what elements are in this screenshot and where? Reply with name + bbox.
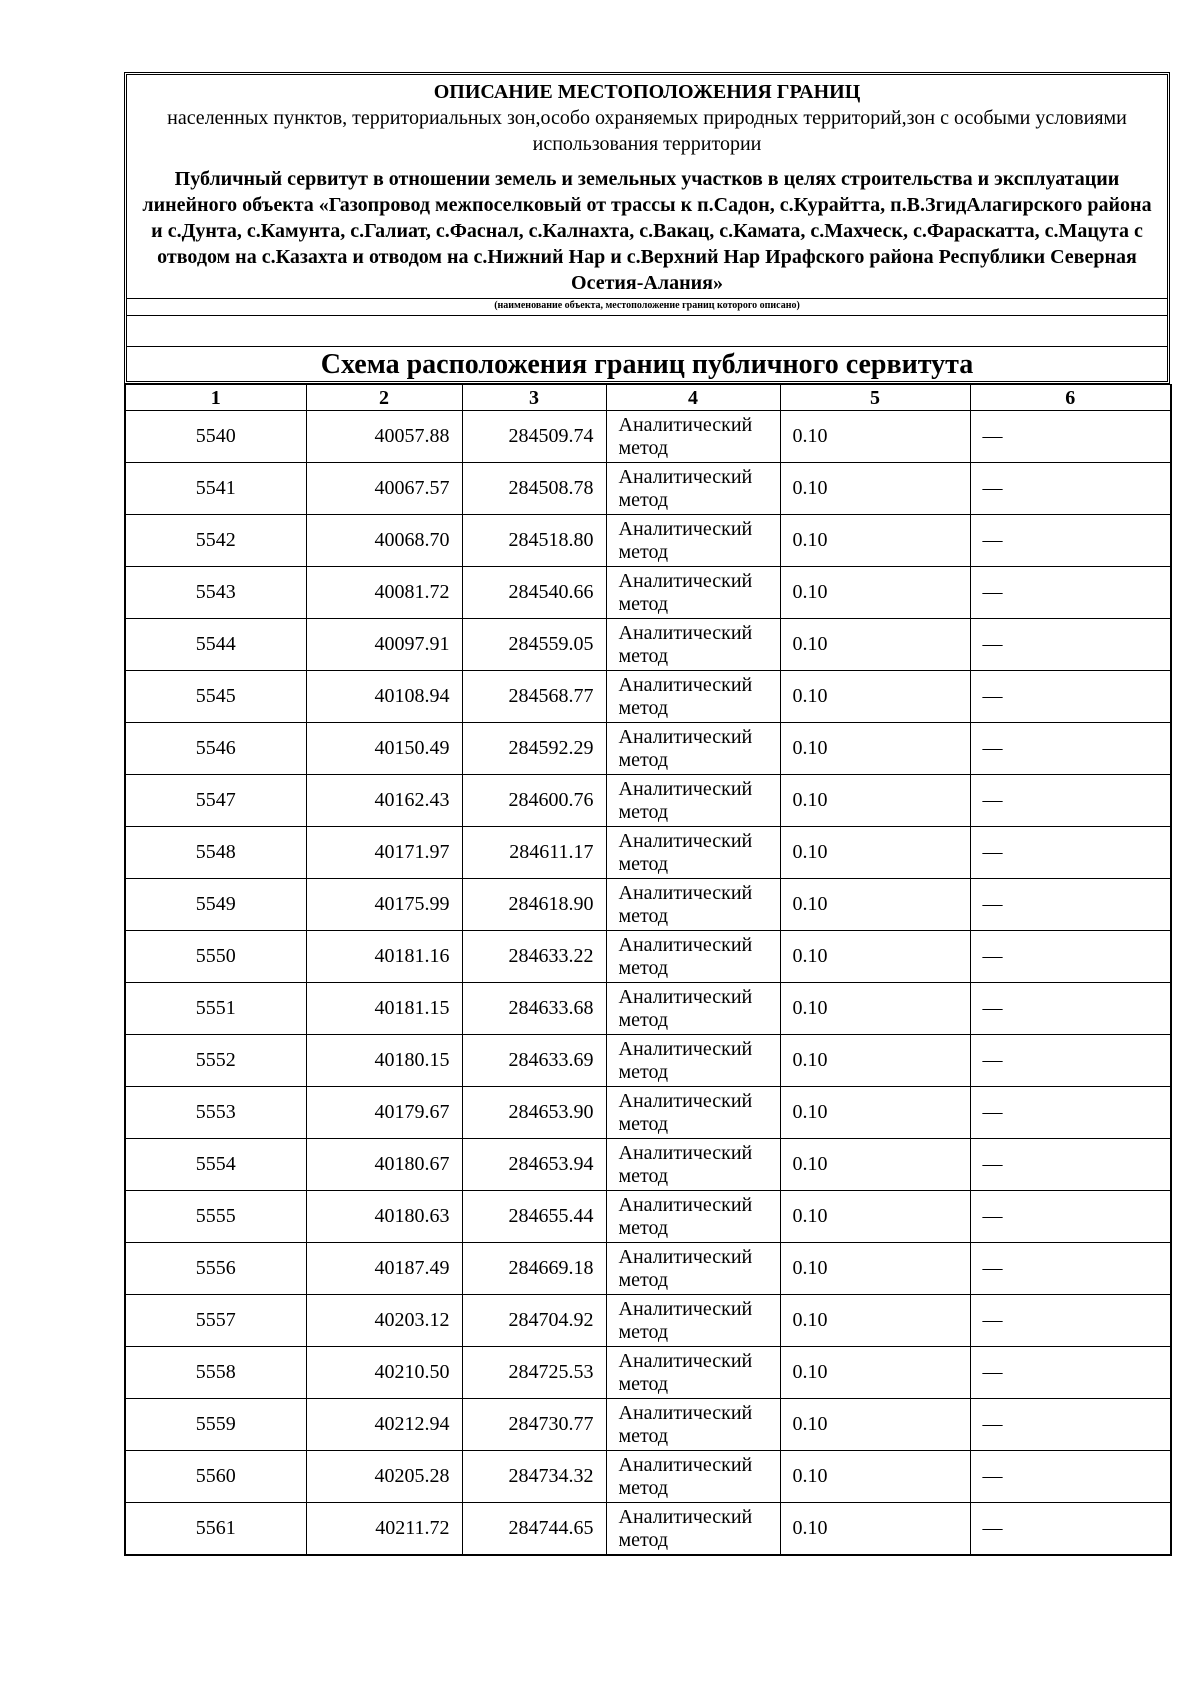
document-sheet <box>124 72 1170 1556</box>
accuracy-cell: 0.10 <box>780 567 970 619</box>
blank-row <box>127 315 1167 346</box>
method-cell: Аналитический метод <box>606 1295 780 1347</box>
description-cell: — <box>970 775 1171 827</box>
point-number-cell: 5556 <box>125 1243 306 1295</box>
y-coordinate-cell: 284655.44 <box>462 1191 606 1243</box>
y-coordinate-cell: 284744.65 <box>462 1503 606 1556</box>
method-cell: Аналитический метод <box>606 723 780 775</box>
description-cell: — <box>970 567 1171 619</box>
accuracy-cell: 0.10 <box>780 1295 970 1347</box>
x-coordinate-cell: 40108.94 <box>306 671 462 723</box>
accuracy-cell: 0.10 <box>780 1139 970 1191</box>
point-number-cell: 5545 <box>125 671 306 723</box>
accuracy-cell: 0.10 <box>780 671 970 723</box>
description-cell: — <box>970 1191 1171 1243</box>
method-cell: Аналитический метод <box>606 515 780 567</box>
description-cell: — <box>970 1451 1171 1503</box>
method-cell: Аналитический метод <box>606 671 780 723</box>
table-row <box>125 775 1171 827</box>
x-coordinate-cell: 40179.67 <box>306 1087 462 1139</box>
accuracy-cell: 0.10 <box>780 1399 970 1451</box>
description-cell: — <box>970 1139 1171 1191</box>
description-cell: — <box>970 515 1171 567</box>
object-caption: (наименование объекта, местоположение границ которого описано) <box>127 298 1167 315</box>
column-header: 2 <box>306 385 462 411</box>
accuracy-cell: 0.10 <box>780 1503 970 1556</box>
y-coordinate-cell: 284568.77 <box>462 671 606 723</box>
accuracy-cell: 0.10 <box>780 1347 970 1399</box>
document-subtitle: населенных пунктов, территориальных зон,особо охраняемых природных территорий,зон с особыми условиями использования территории <box>167 107 1127 155</box>
description-cell: — <box>970 1347 1171 1399</box>
method-cell: Аналитический метод <box>606 827 780 879</box>
description-cell: — <box>970 671 1171 723</box>
x-coordinate-cell: 40180.15 <box>306 1035 462 1087</box>
accuracy-cell: 0.10 <box>780 1035 970 1087</box>
y-coordinate-cell: 284730.77 <box>462 1399 606 1451</box>
point-number-cell: 5547 <box>125 775 306 827</box>
x-coordinate-cell: 40175.99 <box>306 879 462 931</box>
y-coordinate-cell: 284725.53 <box>462 1347 606 1399</box>
coordinates-table <box>124 384 1172 1556</box>
description-cell: — <box>970 1503 1171 1556</box>
table-row <box>125 723 1171 775</box>
table-row <box>125 411 1171 463</box>
method-cell: Аналитический метод <box>606 931 780 983</box>
description-cell: — <box>970 463 1171 515</box>
method-cell: Аналитический метод <box>606 1139 780 1191</box>
accuracy-cell: 0.10 <box>780 463 970 515</box>
accuracy-cell: 0.10 <box>780 827 970 879</box>
column-header: 3 <box>462 385 606 411</box>
header-text <box>127 75 1167 298</box>
accuracy-cell: 0.10 <box>780 983 970 1035</box>
point-number-cell: 5549 <box>125 879 306 931</box>
object-name: Публичный сервитут в отношении земель и земельных участков в целях строительства и эксплуатации линейного объекта «Газопровод межпоселковый от трассы к п.Садон, с.Курайтта, п.В.ЗгидАлагирского района и с.Дунта, с.Камунта, с.Галиат, с.Фаснал, с.Калнахта, с.Вакац, с.Камата, с.Махческ, с.Фараскатта, с.Мацута с отводом на с.Казахта и отводом на с.Нижний Нар и с.Верхний Нар Ирафского района Республики Северная Осетия-Алания» <box>142 168 1152 294</box>
y-coordinate-cell: 284704.92 <box>462 1295 606 1347</box>
accuracy-cell: 0.10 <box>780 1087 970 1139</box>
y-coordinate-cell: 284600.76 <box>462 775 606 827</box>
description-cell: — <box>970 723 1171 775</box>
y-coordinate-cell: 284669.18 <box>462 1243 606 1295</box>
x-coordinate-cell: 40097.91 <box>306 619 462 671</box>
accuracy-cell: 0.10 <box>780 775 970 827</box>
method-cell: Аналитический метод <box>606 411 780 463</box>
y-coordinate-cell: 284592.29 <box>462 723 606 775</box>
description-cell: — <box>970 411 1171 463</box>
method-cell: Аналитический метод <box>606 1503 780 1556</box>
point-number-cell: 5553 <box>125 1087 306 1139</box>
table-row <box>125 1399 1171 1451</box>
table-row <box>125 983 1171 1035</box>
x-coordinate-cell: 40057.88 <box>306 411 462 463</box>
point-number-cell: 5548 <box>125 827 306 879</box>
table-row <box>125 1191 1171 1243</box>
header-box <box>124 72 1170 384</box>
y-coordinate-cell: 284633.68 <box>462 983 606 1035</box>
point-number-cell: 5552 <box>125 1035 306 1087</box>
table-row <box>125 1295 1171 1347</box>
table-row <box>125 931 1171 983</box>
document-title: ОПИСАНИЕ МЕСТОПОЛОЖЕНИЯ ГРАНИЦ <box>433 81 861 103</box>
method-cell: Аналитический метод <box>606 1243 780 1295</box>
accuracy-cell: 0.10 <box>780 515 970 567</box>
method-cell: Аналитический метод <box>606 879 780 931</box>
table-row <box>125 1243 1171 1295</box>
column-header: 1 <box>125 385 306 411</box>
column-header: 4 <box>606 385 780 411</box>
point-number-cell: 5559 <box>125 1399 306 1451</box>
point-number-cell: 5540 <box>125 411 306 463</box>
accuracy-cell: 0.10 <box>780 879 970 931</box>
point-number-cell: 5555 <box>125 1191 306 1243</box>
method-cell: Аналитический метод <box>606 1191 780 1243</box>
method-cell: Аналитический метод <box>606 619 780 671</box>
x-coordinate-cell: 40180.63 <box>306 1191 462 1243</box>
description-cell: — <box>970 1035 1171 1087</box>
x-coordinate-cell: 40205.28 <box>306 1451 462 1503</box>
table-row <box>125 1139 1171 1191</box>
table-row <box>125 879 1171 931</box>
method-cell: Аналитический метод <box>606 775 780 827</box>
point-number-cell: 5543 <box>125 567 306 619</box>
method-cell: Аналитический метод <box>606 567 780 619</box>
table-row <box>125 463 1171 515</box>
method-cell: Аналитический метод <box>606 1399 780 1451</box>
description-cell: — <box>970 1243 1171 1295</box>
description-cell: — <box>970 931 1171 983</box>
point-number-cell: 5558 <box>125 1347 306 1399</box>
accuracy-cell: 0.10 <box>780 1243 970 1295</box>
table-row <box>125 1347 1171 1399</box>
method-cell: Аналитический метод <box>606 1087 780 1139</box>
table-row <box>125 1503 1171 1556</box>
y-coordinate-cell: 284540.66 <box>462 567 606 619</box>
point-number-cell: 5560 <box>125 1451 306 1503</box>
x-coordinate-cell: 40180.67 <box>306 1139 462 1191</box>
method-cell: Аналитический метод <box>606 1451 780 1503</box>
accuracy-cell: 0.10 <box>780 1191 970 1243</box>
y-coordinate-cell: 284633.22 <box>462 931 606 983</box>
point-number-cell: 5546 <box>125 723 306 775</box>
y-coordinate-cell: 284653.94 <box>462 1139 606 1191</box>
description-cell: — <box>970 827 1171 879</box>
point-number-cell: 5550 <box>125 931 306 983</box>
table-row <box>125 515 1171 567</box>
y-coordinate-cell: 284618.90 <box>462 879 606 931</box>
table-body <box>125 411 1171 1556</box>
schema-title: Схема расположения границ публичного сервитута <box>127 346 1167 381</box>
x-coordinate-cell: 40068.70 <box>306 515 462 567</box>
x-coordinate-cell: 40067.57 <box>306 463 462 515</box>
table-row <box>125 1087 1171 1139</box>
table-row <box>125 827 1171 879</box>
description-cell: — <box>970 983 1171 1035</box>
description-cell: — <box>970 879 1171 931</box>
accuracy-cell: 0.10 <box>780 619 970 671</box>
x-coordinate-cell: 40187.49 <box>306 1243 462 1295</box>
description-cell: — <box>970 1295 1171 1347</box>
x-coordinate-cell: 40150.49 <box>306 723 462 775</box>
x-coordinate-cell: 40211.72 <box>306 1503 462 1556</box>
table-row <box>125 1451 1171 1503</box>
table-row <box>125 567 1171 619</box>
x-coordinate-cell: 40162.43 <box>306 775 462 827</box>
y-coordinate-cell: 284518.80 <box>462 515 606 567</box>
column-header: 5 <box>780 385 970 411</box>
table-row <box>125 671 1171 723</box>
x-coordinate-cell: 40181.15 <box>306 983 462 1035</box>
method-cell: Аналитический метод <box>606 1347 780 1399</box>
x-coordinate-cell: 40210.50 <box>306 1347 462 1399</box>
accuracy-cell: 0.10 <box>780 411 970 463</box>
x-coordinate-cell: 40171.97 <box>306 827 462 879</box>
point-number-cell: 5544 <box>125 619 306 671</box>
table-row <box>125 619 1171 671</box>
y-coordinate-cell: 284509.74 <box>462 411 606 463</box>
method-cell: Аналитический метод <box>606 983 780 1035</box>
description-cell: — <box>970 1087 1171 1139</box>
x-coordinate-cell: 40203.12 <box>306 1295 462 1347</box>
column-header: 6 <box>970 385 1171 411</box>
point-number-cell: 5551 <box>125 983 306 1035</box>
method-cell: Аналитический метод <box>606 1035 780 1087</box>
y-coordinate-cell: 284508.78 <box>462 463 606 515</box>
table-header-row <box>125 385 1171 411</box>
accuracy-cell: 0.10 <box>780 931 970 983</box>
x-coordinate-cell: 40212.94 <box>306 1399 462 1451</box>
y-coordinate-cell: 284611.17 <box>462 827 606 879</box>
accuracy-cell: 0.10 <box>780 1451 970 1503</box>
x-coordinate-cell: 40181.16 <box>306 931 462 983</box>
y-coordinate-cell: 284734.32 <box>462 1451 606 1503</box>
point-number-cell: 5541 <box>125 463 306 515</box>
y-coordinate-cell: 284559.05 <box>462 619 606 671</box>
y-coordinate-cell: 284633.69 <box>462 1035 606 1087</box>
point-number-cell: 5561 <box>125 1503 306 1556</box>
table-row <box>125 1035 1171 1087</box>
point-number-cell: 5542 <box>125 515 306 567</box>
point-number-cell: 5554 <box>125 1139 306 1191</box>
method-cell: Аналитический метод <box>606 463 780 515</box>
x-coordinate-cell: 40081.72 <box>306 567 462 619</box>
accuracy-cell: 0.10 <box>780 723 970 775</box>
description-cell: — <box>970 619 1171 671</box>
point-number-cell: 5557 <box>125 1295 306 1347</box>
y-coordinate-cell: 284653.90 <box>462 1087 606 1139</box>
description-cell: — <box>970 1399 1171 1451</box>
